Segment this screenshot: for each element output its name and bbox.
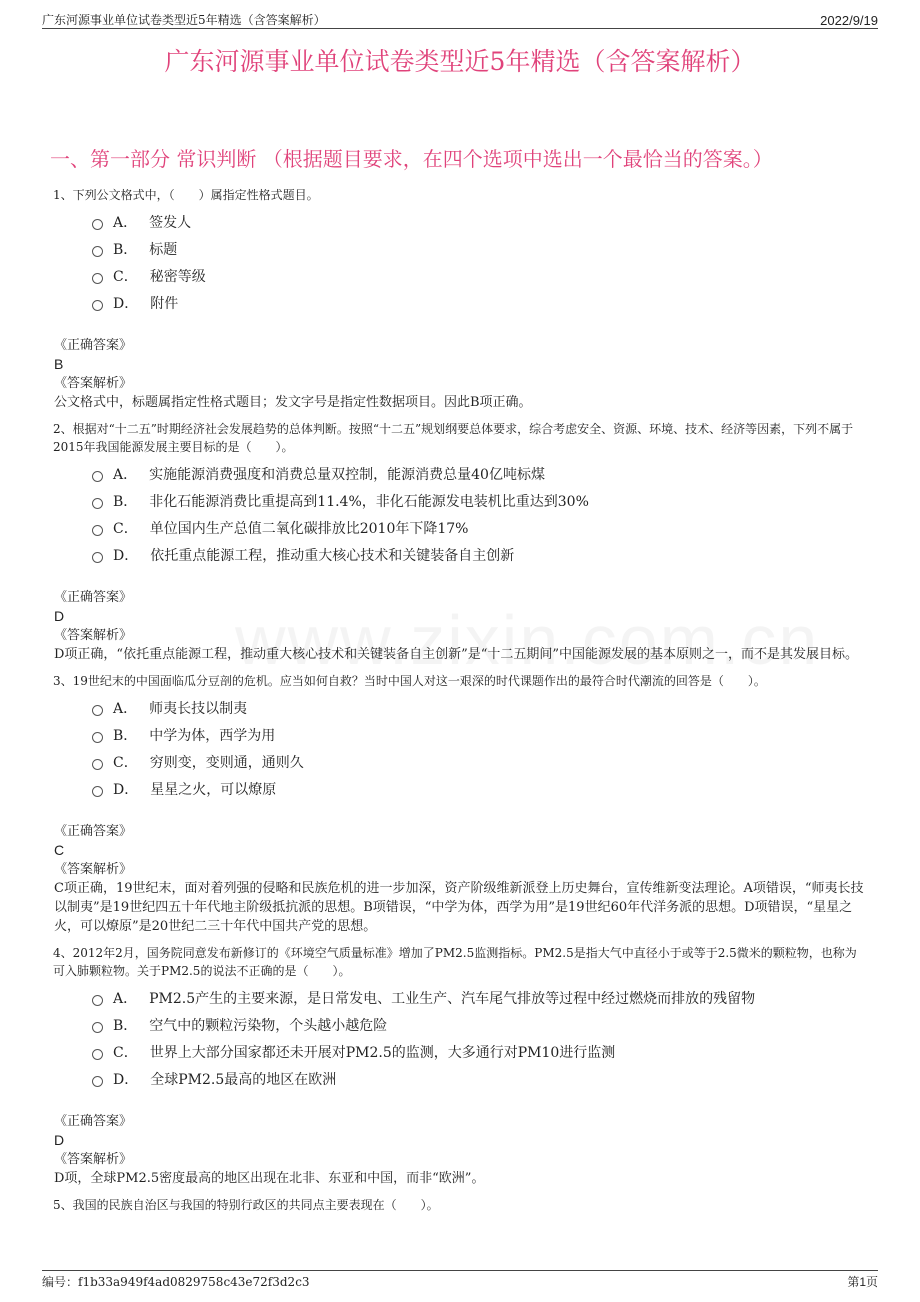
option-text: 中学为体，西学为用 (149, 727, 276, 744)
option-c[interactable] (92, 262, 864, 289)
option-a[interactable] (92, 460, 864, 487)
option-text: 全球PM2.5最高的地区在欧洲 (150, 1071, 337, 1088)
answer-block (50, 336, 864, 412)
option-text: 标题 (149, 241, 178, 258)
page-header (42, 8, 878, 29)
answer-block (50, 588, 864, 664)
question-list (50, 186, 864, 1222)
option-label: C． (113, 754, 138, 771)
document-code: 编号：f1b33a949f4ad0829758c43e72f3d2c3 (42, 1275, 310, 1289)
page-footer (42, 1270, 878, 1290)
correct-answer-heading: 《正确答案》 (54, 824, 133, 839)
question-1 (50, 186, 864, 412)
option-a[interactable] (92, 694, 864, 721)
option-label: A． (113, 214, 138, 231)
section-heading: 一、第一部分 常识判断 （根据题目要求，在四个选项中选出一个最恰当的答案。） (50, 147, 773, 171)
option-label: D． (113, 781, 139, 798)
option-d[interactable] (92, 289, 864, 316)
radio-icon[interactable] (92, 759, 103, 770)
option-c[interactable] (92, 1038, 864, 1065)
option-b[interactable] (92, 1011, 864, 1038)
radio-icon[interactable] (92, 498, 103, 509)
option-label: A． (113, 700, 138, 717)
option-text: 世界上大部分国家都还未开展对PM2.5的监测，大多通行对PM10进行监测 (149, 1044, 616, 1061)
header-date: 2022/9/19 (820, 13, 878, 28)
option-list (92, 460, 864, 568)
question-text: 3、19世纪末的中国面临瓜分豆剖的危机。应当如何自救？当时中国人对这一艰深的时代课题作出的最符合时代潮流的回答是（ ）。 (53, 674, 766, 688)
question-5 (50, 1196, 864, 1214)
option-list (92, 694, 864, 802)
option-label: B． (113, 493, 138, 510)
question-3 (50, 672, 864, 936)
option-d[interactable] (92, 1065, 864, 1092)
question-4 (50, 944, 864, 1188)
radio-icon[interactable] (92, 300, 103, 311)
option-label: D． (113, 547, 139, 564)
question-text: 1、下列公文格式中，（ ）属指定性格式题目。 (53, 188, 319, 202)
radio-icon[interactable] (92, 525, 103, 536)
option-text: 附件 (150, 295, 179, 312)
correct-answer: D (54, 608, 65, 624)
analysis-text: D项正确，“依托重点能源工程，推动重大核心技术和关键装备自主创新”是“十二五期间”中国能源发展的基本原则之一，而不是其发展目标。 (54, 647, 859, 662)
radio-icon[interactable] (92, 246, 103, 257)
option-text: 秘密等级 (149, 268, 206, 285)
option-label: C． (113, 1044, 138, 1061)
option-label: C． (113, 520, 138, 537)
radio-icon[interactable] (92, 732, 103, 743)
question-text: 5、我国的民族自治区与我国的特别行政区的共同点主要表现在（ ）。 (53, 1198, 439, 1212)
option-text: 依托重点能源工程，推动重大核心技术和关键装备自主创新 (150, 547, 515, 564)
analysis-heading: 《答案解析》 (54, 376, 133, 391)
question-text: 2、根据对“十二五”时期经济社会发展趋势的总体判断。按照“十二五”规划纲要总体要求，综合考虑安全、资源、环境、技术、经济等因素，下列不属于2015年我国能源发展主要目标的是（ ）。 (53, 422, 854, 454)
answer-block (50, 1112, 864, 1188)
option-label: D． (113, 295, 139, 312)
option-label: B． (113, 727, 138, 744)
radio-icon[interactable] (92, 995, 103, 1006)
option-text: 非化石能源消费比重提高到11.4%，非化石能源发电装机比重达到30% (149, 493, 589, 510)
radio-icon[interactable] (92, 705, 103, 716)
option-b[interactable] (92, 235, 864, 262)
option-label: C． (113, 268, 138, 285)
radio-icon[interactable] (92, 219, 103, 230)
analysis-heading: 《答案解析》 (54, 628, 133, 643)
analysis-heading: 《答案解析》 (54, 862, 133, 877)
option-label: A． (113, 990, 138, 1007)
option-text: 实施能源消费强度和消费总量双控制，能源消费总量40亿吨标煤 (149, 466, 545, 483)
analysis-heading: 《答案解析》 (54, 1152, 133, 1167)
correct-answer: C (54, 842, 65, 858)
option-label: D． (113, 1071, 139, 1088)
option-text: 空气中的颗粒污染物，个头越小越危险 (149, 1017, 388, 1034)
correct-answer-heading: 《正确答案》 (54, 590, 133, 605)
correct-answer: D (54, 1132, 65, 1148)
question-2 (50, 420, 864, 664)
correct-answer-heading: 《正确答案》 (54, 338, 133, 353)
option-text: 师夷长技以制夷 (149, 700, 248, 717)
radio-icon[interactable] (92, 1049, 103, 1060)
option-a[interactable] (92, 208, 864, 235)
page-number: 第1页 (847, 1275, 878, 1289)
option-d[interactable] (92, 541, 864, 568)
option-label: B． (113, 241, 138, 258)
option-text: 签发人 (149, 214, 192, 231)
analysis-text: D项，全球PM2.5密度最高的地区出现在北非、东亚和中国，而非“欧洲”。 (54, 1171, 485, 1186)
question-text: 4、2012年2月，国务院同意发布新修订的《环境空气质量标准》增加了PM2.5监测指标。PM2.5是指大气中直径小于或等于2.5微米的颗粒物，也称为可入肺颗粒物。关于PM2.5的说法不正确的是（ ）。 (53, 946, 857, 978)
option-text: 单位国内生产总值二氧化碳排放比2010年下降17% (149, 520, 469, 537)
radio-icon[interactable] (92, 471, 103, 482)
correct-answer-heading: 《正确答案》 (54, 1114, 133, 1129)
option-text: 穷则变，变则通，通则久 (149, 754, 304, 771)
option-c[interactable] (92, 514, 864, 541)
radio-icon[interactable] (92, 1022, 103, 1033)
option-list (92, 208, 864, 316)
radio-icon[interactable] (92, 273, 103, 284)
option-text: PM2.5产生的主要来源，是日常发电、工业生产、汽车尾气排放等过程中经过燃烧而排放的残留物 (149, 990, 756, 1007)
option-d[interactable] (92, 775, 864, 802)
option-c[interactable] (92, 748, 864, 775)
option-label: B． (113, 1017, 138, 1034)
option-a[interactable] (92, 984, 864, 1011)
document-title: 广东河源事业单位试卷类型近5年精选（含答案解析） (164, 47, 756, 76)
analysis-text: 公文格式中，标题属指定性格式题目；发文字号是指定性数据项目。因此B项正确。 (54, 395, 532, 410)
option-list (92, 984, 864, 1092)
radio-icon[interactable] (92, 552, 103, 563)
header-doc-title: 广东河源事业单位试卷类型近5年精选（含答案解析） (42, 13, 326, 27)
radio-icon[interactable] (92, 786, 103, 797)
analysis-text: C项正确，19世纪末，面对着列强的侵略和民族危机的进一步加深，资产阶级维新派登上历史舞台，宣传维新变法理论。A项错误，“师夷长技以制夷”是19世纪四五十年代地主阶级抵抗派的思想。B项错误，“中学为体，西学为用”是19世纪60年代洋务派的思想。D项错误，“星星之火，可以燎原”是20世纪二三十年代中国共产党的思想。 (54, 881, 864, 934)
option-b[interactable] (92, 721, 864, 748)
option-text: 星星之火，可以燎原 (150, 781, 277, 798)
option-b[interactable] (92, 487, 864, 514)
option-label: A． (113, 466, 138, 483)
correct-answer: B (54, 356, 64, 372)
answer-block (50, 822, 864, 936)
radio-icon[interactable] (92, 1076, 103, 1087)
